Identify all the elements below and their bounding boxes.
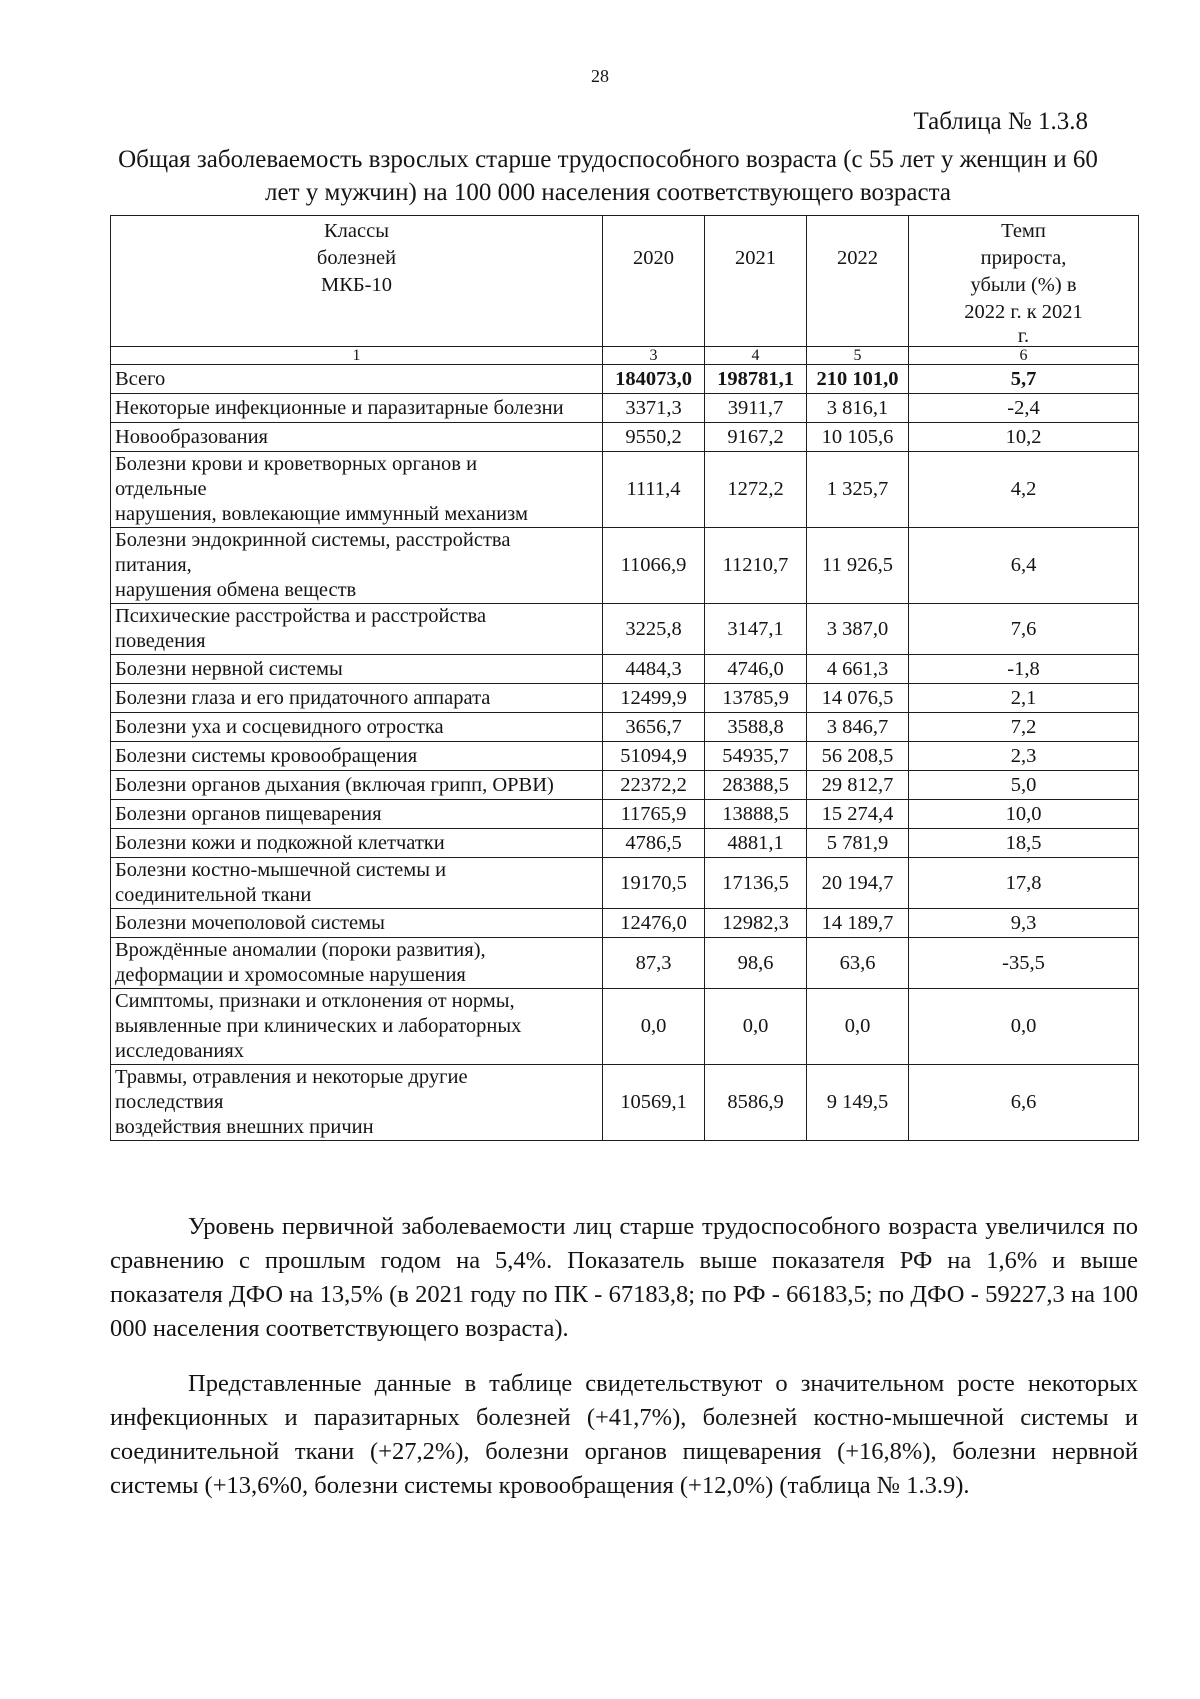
growth-rate-cell: 7,2 <box>909 713 1139 742</box>
header-row <box>111 216 1139 347</box>
value-2021-cell: 28388,5 <box>705 771 807 800</box>
disease-class-line: деформации и хромосомные нарушения <box>115 964 466 986</box>
column-number: 1 <box>111 347 603 365</box>
value-2020-cell: 12499,9 <box>603 684 705 713</box>
disease-class-line: Болезни уха и сосцевидного отростка <box>115 715 444 738</box>
disease-class-line: Некоторые инфекционные и паразитарные болезни <box>115 396 564 419</box>
table-row <box>111 452 1139 528</box>
growth-rate-cell: 6,6 <box>909 1065 1139 1141</box>
value-2020-cell: 9550,2 <box>603 423 705 452</box>
disease-class-line: поведения <box>115 630 206 652</box>
table-row <box>111 713 1139 742</box>
morbidity-table <box>110 215 1139 1141</box>
value-2020-cell: 10569,1 <box>603 1065 705 1141</box>
value-2022-cell: 1 325,7 <box>807 452 909 528</box>
value-2022-cell: 14 189,7 <box>807 909 909 938</box>
value-2022-cell: 63,6 <box>807 938 909 989</box>
disease-class-line: Травмы, отравления и некоторые другие <box>115 1066 468 1088</box>
disease-class-cell <box>111 684 603 713</box>
table-row <box>111 938 1139 989</box>
value-2021-cell: 12982,3 <box>705 909 807 938</box>
value-2021-cell: 4746,0 <box>705 655 807 684</box>
growth-rate-cell: 17,8 <box>909 858 1139 909</box>
disease-class-cell <box>111 742 603 771</box>
header-year: 2021 <box>735 247 776 269</box>
growth-rate-cell: 7,6 <box>909 604 1139 655</box>
disease-class-line: питания, <box>115 554 192 576</box>
column-number-row <box>111 347 1139 365</box>
disease-class-line: Симптомы, признаки и отклонения от нормы, <box>115 990 515 1012</box>
column-number: 4 <box>705 347 807 365</box>
column-number: 5 <box>807 347 909 365</box>
header-line: Классы <box>324 220 389 242</box>
table-row <box>111 858 1139 909</box>
value-2020-cell: 11066,9 <box>603 528 705 604</box>
value-2020-cell: 11765,9 <box>603 800 705 829</box>
table-row <box>111 1065 1139 1141</box>
header-line: г. <box>1017 325 1030 347</box>
disease-class-line: воздействия внешних причин <box>115 1116 374 1138</box>
growth-rate-cell: 5,7 <box>909 365 1139 394</box>
value-2022-cell: 15 274,4 <box>807 800 909 829</box>
column-number: 3 <box>603 347 705 365</box>
header-line: Темп <box>1001 220 1046 242</box>
growth-rate-cell: 18,5 <box>909 829 1139 858</box>
disease-class-cell <box>111 858 603 909</box>
disease-class-line: Болезни нервной системы <box>115 657 343 680</box>
header-year: 2022 <box>837 247 878 269</box>
disease-class-cell <box>111 989 603 1065</box>
value-2021-cell: 54935,7 <box>705 742 807 771</box>
disease-class-line: нарушения обмена веществ <box>115 579 357 601</box>
value-2020-cell: 0,0 <box>603 989 705 1065</box>
growth-rate-cell: 10,2 <box>909 423 1139 452</box>
value-2020-cell: 19170,5 <box>603 858 705 909</box>
table-title: Общая заболеваемость взрослых старше трудоспособного возраста (с 55 лет у женщин и 60 лет у мужчин) на 100 000 населения соответствующего возраста <box>118 146 1098 206</box>
value-2022-cell: 210 101,0 <box>807 365 909 394</box>
value-2020-cell: 22372,2 <box>603 771 705 800</box>
table-row <box>111 528 1139 604</box>
disease-class-line: Болезни крови и кроветворных органов и <box>115 453 478 475</box>
value-2020-cell: 184073,0 <box>603 365 705 394</box>
header-line: прироста, <box>980 247 1067 269</box>
header-line: 2022 г. к 2021 <box>964 301 1083 323</box>
disease-class-line: Болезни костно-мышечной системы и <box>115 859 447 881</box>
value-2021-cell: 4881,1 <box>705 829 807 858</box>
value-2022-cell: 3 846,7 <box>807 713 909 742</box>
growth-rate-cell: 10,0 <box>909 800 1139 829</box>
value-2021-cell: 3588,8 <box>705 713 807 742</box>
header-2021 <box>705 216 807 347</box>
disease-class-line: Болезни кожи и подкожной клетчатки <box>115 831 445 854</box>
table-label: Таблица № 1.3.8 <box>913 108 1088 135</box>
value-2021-cell: 198781,1 <box>705 365 807 394</box>
value-2022-cell: 56 208,5 <box>807 742 909 771</box>
disease-class-line: нарушения, вовлекающие иммунный механизм <box>115 503 528 525</box>
growth-rate-cell: 0,0 <box>909 989 1139 1065</box>
disease-class-cell <box>111 655 603 684</box>
value-2022-cell: 14 076,5 <box>807 684 909 713</box>
value-2022-cell: 11 926,5 <box>807 528 909 604</box>
value-2020-cell: 12476,0 <box>603 909 705 938</box>
table-row <box>111 800 1139 829</box>
header-growth <box>909 216 1139 347</box>
table-row <box>111 655 1139 684</box>
disease-class-line: Болезни системы кровообращения <box>115 744 418 767</box>
value-2021-cell: 17136,5 <box>705 858 807 909</box>
growth-rate-cell: 4,2 <box>909 452 1139 528</box>
value-2022-cell: 29 812,7 <box>807 771 909 800</box>
disease-class-cell <box>111 365 603 394</box>
disease-class-cell <box>111 394 603 423</box>
value-2021-cell: 11210,7 <box>705 528 807 604</box>
disease-class-cell <box>111 423 603 452</box>
value-2022-cell: 10 105,6 <box>807 423 909 452</box>
disease-class-cell <box>111 829 603 858</box>
disease-class-line: Всего <box>115 367 166 390</box>
value-2021-cell: 3147,1 <box>705 604 807 655</box>
disease-class-cell <box>111 800 603 829</box>
disease-class-line: Болезни органов пищеварения <box>115 802 382 825</box>
value-2021-cell: 9167,2 <box>705 423 807 452</box>
growth-rate-cell: 2,3 <box>909 742 1139 771</box>
value-2022-cell: 5 781,9 <box>807 829 909 858</box>
growth-rate-cell: -2,4 <box>909 394 1139 423</box>
header-line: убыли (%) в <box>970 274 1077 296</box>
disease-class-line: Болезни мочеполовой системы <box>115 911 385 934</box>
growth-rate-cell: 2,1 <box>909 684 1139 713</box>
paragraph-growth-summary: Представленные данные в таблице свидетельствуют о значительном росте некоторых инфекционных и паразитарных болезней (+41,7%), болезней костно-мышечной системы и соединительной ткани (+27,2%), болезни органов пищеварения (+16,8%), болезни нервной системы (+13,6%0, болезни системы кровообращения (+12,0%) (таблица № 1.3.9). <box>110 1370 1138 1499</box>
value-2022-cell: 3 387,0 <box>807 604 909 655</box>
value-2020-cell: 87,3 <box>603 938 705 989</box>
disease-class-line: исследованиях <box>115 1040 245 1062</box>
value-2021-cell: 98,6 <box>705 938 807 989</box>
value-2021-cell: 13888,5 <box>705 800 807 829</box>
table-row <box>111 771 1139 800</box>
value-2021-cell: 8586,9 <box>705 1065 807 1141</box>
disease-class-line: отдельные <box>115 478 207 500</box>
value-2022-cell: 20 194,7 <box>807 858 909 909</box>
table-body <box>111 365 1139 1141</box>
disease-class-cell <box>111 771 603 800</box>
value-2022-cell: 9 149,5 <box>807 1065 909 1141</box>
value-2020-cell: 1111,4 <box>603 452 705 528</box>
disease-class-cell <box>111 1065 603 1141</box>
disease-class-line: Болезни органов дыхания (включая грипп, ОРВИ) <box>115 773 554 796</box>
growth-rate-cell: 5,0 <box>909 771 1139 800</box>
table-row <box>111 742 1139 771</box>
disease-class-cell <box>111 909 603 938</box>
value-2021-cell: 3911,7 <box>705 394 807 423</box>
value-2022-cell: 3 816,1 <box>807 394 909 423</box>
disease-class-cell <box>111 528 603 604</box>
header-2022 <box>807 216 909 347</box>
value-2021-cell: 13785,9 <box>705 684 807 713</box>
table-row <box>111 684 1139 713</box>
growth-rate-cell: 6,4 <box>909 528 1139 604</box>
disease-class-line: Новообразования <box>115 425 268 448</box>
table-row <box>111 909 1139 938</box>
header-year: 2020 <box>633 247 674 269</box>
value-2022-cell: 4 661,3 <box>807 655 909 684</box>
value-2020-cell: 51094,9 <box>603 742 705 771</box>
disease-class-line: Психические расстройства и расстройства <box>115 605 487 627</box>
header-line: болезней <box>316 247 397 269</box>
column-number: 6 <box>909 347 1139 365</box>
table-row <box>111 604 1139 655</box>
table-row <box>111 365 1139 394</box>
header-line: МКБ-10 <box>321 274 392 296</box>
disease-class-line: выявленные при клинических и лабораторных <box>115 1015 522 1037</box>
value-2020-cell: 3225,8 <box>603 604 705 655</box>
disease-class-cell <box>111 452 603 528</box>
disease-class-line: Врождённые аномалии (пороки развития), <box>115 939 486 961</box>
table-row <box>111 394 1139 423</box>
table-row <box>111 829 1139 858</box>
value-2020-cell: 4484,3 <box>603 655 705 684</box>
value-2020-cell: 3656,7 <box>603 713 705 742</box>
disease-class-line: последствия <box>115 1091 224 1113</box>
value-2021-cell: 0,0 <box>705 989 807 1065</box>
table-row <box>111 989 1139 1065</box>
disease-class-cell <box>111 938 603 989</box>
header-2020 <box>603 216 705 347</box>
disease-class-cell <box>111 604 603 655</box>
value-2021-cell: 1272,2 <box>705 452 807 528</box>
paragraph-primary-morbidity: Уровень первичной заболеваемости лиц старше трудоспособного возраста увеличился по сравнению с прошлым годом на 5,4%. Показатель выше показателя РФ на 1,6% и выше показателя ДФО на 13,5% (в 2021 году по ПК - 67183,8; по РФ - 66183,5; по ДФО - 59227,3 на 100 000 населения соответствующего возраста). <box>110 1213 1138 1342</box>
header-classes <box>111 216 603 347</box>
table-row <box>111 423 1139 452</box>
growth-rate-cell: 9,3 <box>909 909 1139 938</box>
disease-class-line: соединительной ткани <box>115 884 312 906</box>
disease-class-line: Болезни глаза и его придаточного аппарата <box>115 686 491 709</box>
value-2022-cell: 0,0 <box>807 989 909 1065</box>
disease-class-line: Болезни эндокринной системы, расстройства <box>115 529 511 551</box>
value-2020-cell: 4786,5 <box>603 829 705 858</box>
value-2020-cell: 3371,3 <box>603 394 705 423</box>
page-number: 28 <box>591 66 609 86</box>
disease-class-cell <box>111 713 603 742</box>
growth-rate-cell: -1,8 <box>909 655 1139 684</box>
growth-rate-cell: -35,5 <box>909 938 1139 989</box>
